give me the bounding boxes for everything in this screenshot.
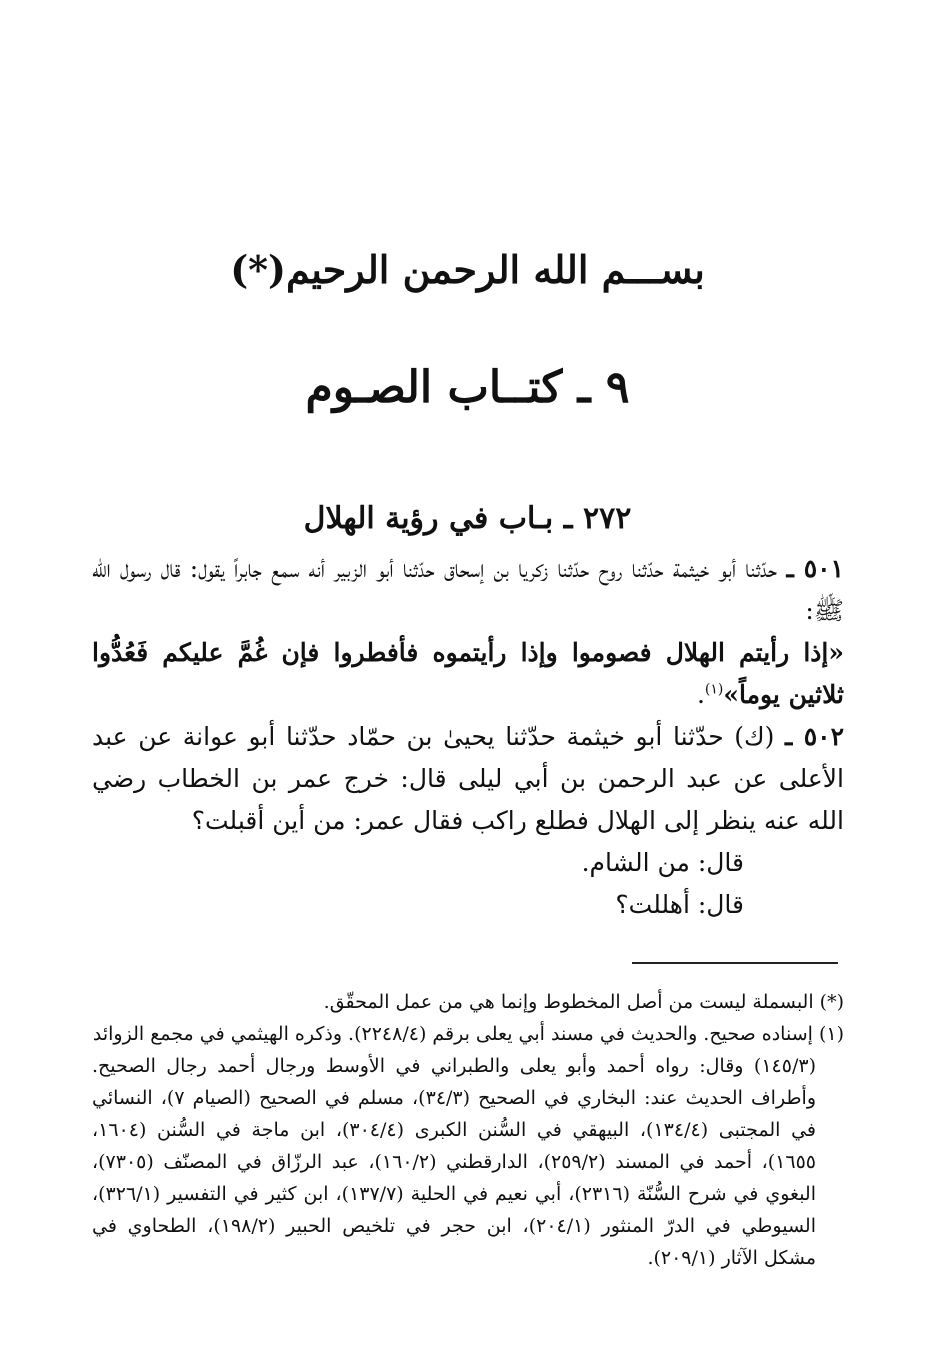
basmala-heading: بســـم الله الرحمن الرحيم(*) [230, 247, 705, 292]
end-mark: . [696, 680, 705, 709]
dialogue-line: قال: من الشام. [581, 848, 744, 877]
hadith-501-matn [92, 632, 844, 716]
dialogue-line: قال: أهللت؟ [615, 890, 744, 919]
hadith-number: ٥٠١ ـ [786, 554, 844, 583]
hadith-matn: «إذا رأيتم الهلال فصوموا وإذا رأيتموه فأفطروا فإن غُمَّ عليكم فَعُدُّوا ثلاثين يوماً» [92, 638, 844, 709]
hadith-isnad: حدّثنا أبو خيثمة حدّثنا روح حدّثنا زكريا بن إسحاق حدّثنا أبو الزبير أنه سمع جابراً يقول: قال رسول الله ﷺ: [92, 554, 844, 625]
hadith-501 [92, 548, 844, 632]
footnote-star: (*) البسملة ليست من أصل المخطوط وإنما هي من عمل المحقّق. [323, 991, 844, 1013]
footnote-1: (١) إسناده صحيح. والحديث في مسند أبي يعلى برقم (٢٢٤٨/٤). وذكره الهيثمي في مجمع الزوائد [92, 1023, 844, 1045]
chapter-title: ٢٧٢ ـ بـاب في رؤية الهلال [303, 501, 632, 536]
book-title: ٩ ـ كتــاب الصـوم [305, 362, 630, 413]
footnotes [92, 986, 844, 1274]
hadith-text: (ك) حدّثنا أبو خيثمة حدّثنا يحيىٰ بن حمّاد حدّثنا أبو عوانة عن عبد الأعلى عن عبد الرحمن بن أبي ليلى قال: خرج عمر بن الخطاب رضي الله عنه ينظر إلى الهلال فطلع راكب فقال عمر: من أين أقبلت؟ [92, 722, 844, 835]
hadith-number: ٥٠٢ ـ [785, 722, 845, 751]
hadith-502 [92, 716, 844, 842]
footnote-1-continued: (١٤٥/٣) وقال: رواه أحمد وأبو يعلى والطبراني في الأوسط ورجال أحمد رجال الصحيح. وأطراف الحديث عند: البخاري في الصحيح (٣٤/٣)، مسلم في الصحيح (الصيام ٧)، النسائي في المجتبى (١٣٤/٤)، البيهقي في السُّنن الكبرى (٣٠٤/٤)، ابن ماجة في السُّنن (١٦٠٤، ١٦٥٥)، أحمد في المسند (٢٥٩/٢)، الدارقطني (١٦٠/٢)، عبد الرزّاق في المصنّف (٧٣٠٥)، البغوي في شرح السُّنّة (٢٣١٦)، أبي نعيم في الحلية (١٣٧/٧)، ابن كثير في التفسير (٣٢٦/١)، السيوطي في الدرّ المنثور (٢٠٤/١)، ابن حجر في تلخيص الحبير (١٩٨/٢)، الطحاوي في مشكل الآثار (٢٠٩/١). [92, 1055, 817, 1269]
footnote-ref: (١) [704, 681, 724, 698]
footnote-separator [632, 962, 838, 964]
main-text [92, 548, 844, 926]
